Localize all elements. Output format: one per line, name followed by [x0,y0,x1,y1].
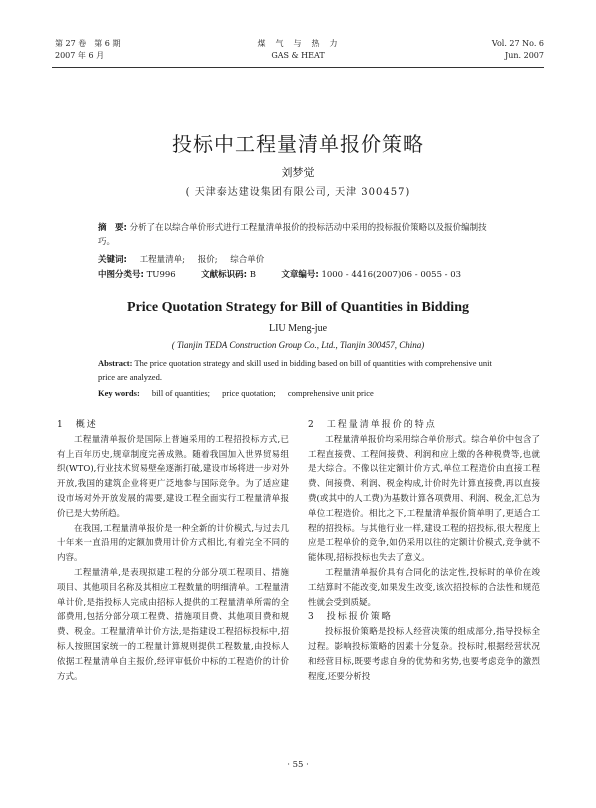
paragraph: 工程量清单报价是国际上普遍采用的工程招投标方式,已有上百年历史,规章制度完善成熟。随着我国加入世界贸易组织(WTO),行业技术贸易壁垒逐渐打破,建设市场将进一步对外开放,我国的建筑企业将更广泛地参与国际竞争。为了适应建设市场对外开放发展的需要,建设工程全面实行工程量清单报价已是大势所趋。 [57,434,289,519]
abstract-cn-label: 摘 要: [98,223,127,233]
issue-date: 2007 年 6 月 [55,51,105,60]
body-column-right [308,418,540,684]
clc-value: TU996 [146,270,176,280]
doc-code-value: B [249,270,256,280]
section-heading: 2 工程量清单报价的特点 [308,420,437,430]
keywords-cn [98,253,502,267]
article-number-value: 1000 - 4416(2007)06 - 0055 - 03 [321,270,462,280]
paragraph: 投标报价策略是投标人经营决策的组成部分,指导投标全过程。影响投标策略的因素十分复杂。投标时,根据经营状况和经营目标,既要考虑自身的优势和劣势,也要考虑竞争的激烈程度,还要分析投 [308,627,540,682]
classification-line [98,268,502,282]
doc-code-label: 文献标识码: [201,270,247,280]
paragraph: 工程量清单报价均采用综合单价形式。综合单价中包含了工程直接费、工程间接费、利润和应上缴的各种税费等,也就是大综合。不像以往定额计价方式,单位工程造价由直接工程费、间接费、利润、税金构成,计价时先计算直接费,再以直接费(或其中的人工费)为基数计算各项费用、利润、税金,汇总为单位工程造价。相比之下,工程量清单报价简单明了,更适合工程的招投标。与其他行业一样,建设工程的招投标,很大程度上应是工程单价的竞争,如仍采用以往的定额计价模式,竞争就不能体现,招标投标也失去了意义。 [308,434,540,564]
journal-name-en: GAS & HEAT [271,51,325,60]
abstract-en-text: The price quotation strategy and skill used in bidding based on bill of quantities with comprehensive unit price are analyzed. [98,358,492,382]
issue-date-en: Jun. 2007 [505,51,544,60]
author-affiliation: ( 天津泰达建设集团有限公司, 天津 300457) [185,187,411,198]
clc-label: 中图分类号: [98,270,144,280]
abstract-cn-text: 分析了在以综合单价形式进行工程量清单报价的投标活动中采用的投标报价策略以及报价编制技巧。 [98,223,487,247]
abstract-cn [98,221,502,249]
section-heading: 3 投标报价策略 [308,612,393,623]
english-title: Price Quotation Strategy for Bill of Quantities in Bidding [127,300,469,315]
abstract-en-label: Abstract: [98,358,133,368]
english-affiliation: ( Tianjin TEDA Construction Group Co., Ltd., Tianjin 300457, China) [171,340,425,350]
journal-volume-info-en [492,38,544,62]
paragraph: 工程量清单报价具有合同化的法定性,投标时的单价在竣工结算时不能改变,如果发生改变,该次招投标的合法性和规范性就会受到质疑。 [308,567,540,608]
keyword-cn-item: 工程量清单; [139,255,185,265]
section-heading: 1 概述 [57,420,98,430]
paper-title: 投标中工程量清单报价策略 [172,132,424,156]
keyword-en-item: comprehensive unit price [287,388,374,398]
volume-issue: 第 27 卷 第 6 期 [55,39,121,48]
journal-name-cn: 煤 气 与 热 力 [257,39,339,48]
english-author: LIU Meng-jue [268,323,328,334]
keyword-en-item: bill of quantities; [151,388,210,398]
page-number: · 55 · [287,760,309,770]
keywords-en [98,386,502,400]
header-rule [52,67,544,68]
volume-issue-en: Vol. 27 No. 6 [491,39,544,48]
body-column-left [57,418,289,684]
abstract-en [98,356,502,384]
keyword-cn-item: 综合单价 [230,255,265,265]
keywords-en-label: Key words: [98,388,140,398]
paragraph: 在我国,工程量清单报价是一种全新的计价模式,与过去几十年来一直沿用的定额加费用计价方式相比,有着完全不同的内容。 [57,523,289,564]
article-number-label: 文章编号: [281,270,319,280]
keyword-en-item: price quotation; [222,388,276,398]
keywords-cn-label: 关键词: [98,255,127,265]
paragraph: 工程量清单,是表现拟建工程的分部分项工程项目、措施项目、其他项目名称及其相应工程数量的明细清单。工程量清单计价,是指投标人完成由招标人提供的工程量清单所需的全部费用,包括分部分项工程费、措施项目费、其他项目费和规费、税金。工程量清单计价方法,是指建设工程招标投标中,招标人按照国家统一的工程量计算规则提供工程数量,由投标人依据工程量清单自主报价,经评审低价中标的工程造价的计价方式。 [57,567,289,682]
paper-author: 刘梦觉 [281,166,315,179]
keyword-cn-item: 报价; [197,255,218,265]
